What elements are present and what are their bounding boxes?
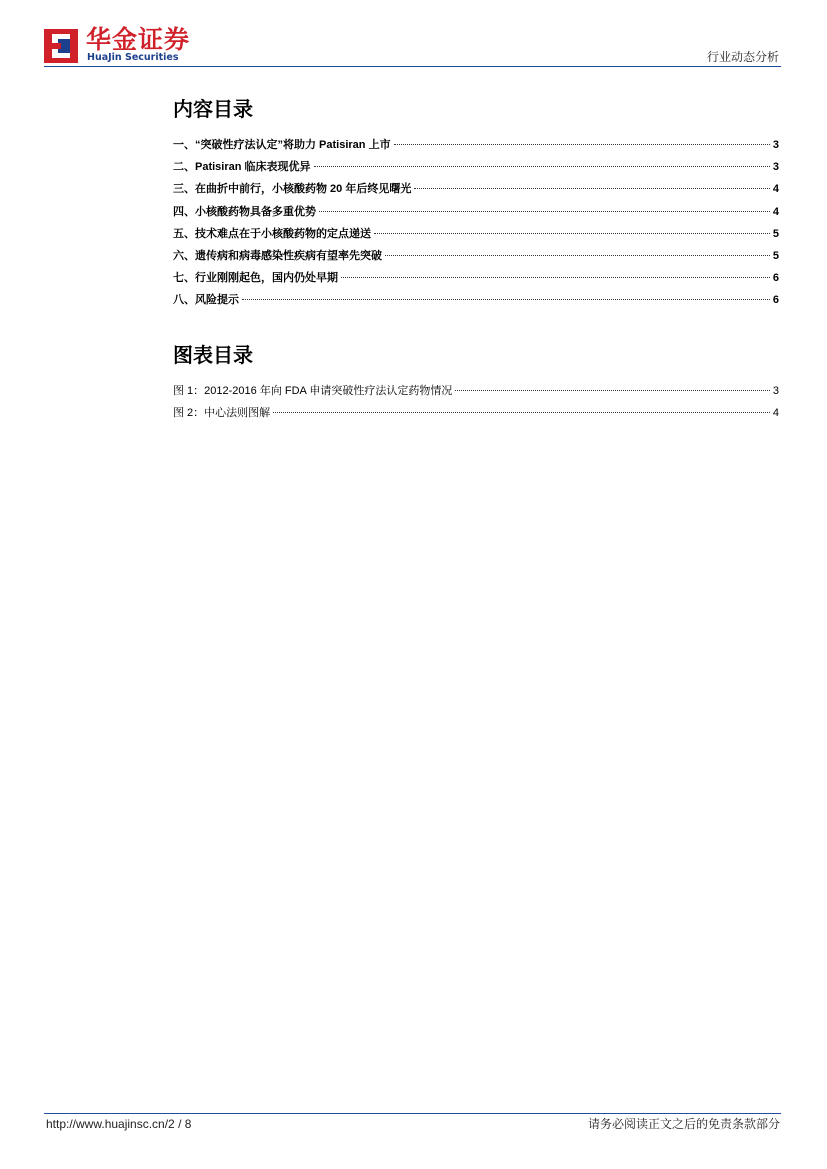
huajin-logo-icon <box>44 29 78 63</box>
page-header <box>0 0 827 70</box>
dot-leader <box>414 188 770 189</box>
toc-item-label: 八、风险提示 <box>173 294 239 307</box>
dot-leader <box>314 166 770 167</box>
dot-leader <box>385 255 770 256</box>
figure-item-page: 4 <box>772 406 779 419</box>
figure-list <box>173 380 779 424</box>
toc-item-label: 四、小核酸药物具备多重优势 <box>173 205 316 218</box>
toc-item-page: 5 <box>772 227 779 240</box>
toc-item[interactable] <box>173 289 779 311</box>
toc-title: 内容目录 <box>173 97 253 121</box>
toc-item-label: 一、“突破性疗法认定”将助力 Patisiran 上市 <box>173 139 391 151</box>
toc-item[interactable] <box>173 223 779 245</box>
figure-item-page: 3 <box>772 384 779 397</box>
figure-item[interactable] <box>173 380 779 402</box>
figure-item-label: 图 2：中心法则图解 <box>173 406 271 419</box>
dot-leader <box>319 211 770 212</box>
footer-url-page: http://www.huajinsc.cn/2 / 8 <box>46 1117 192 1131</box>
figure-item-label: 图 1：2012-2016 年向 FDA 申请突破性疗法认定药物情况 <box>173 384 453 397</box>
dot-leader <box>242 299 770 300</box>
report-type: 行业动态分析 <box>706 50 779 64</box>
dot-leader <box>374 233 770 234</box>
toc-item[interactable] <box>173 156 779 178</box>
toc-item-page: 4 <box>772 183 779 196</box>
logo-english-name: HuaJin Securities <box>87 52 179 63</box>
toc-item[interactable] <box>173 201 779 223</box>
toc-item[interactable] <box>173 178 779 200</box>
footer-disclaimer: 请务必阅读正文之后的免责条款部分 <box>587 1117 780 1131</box>
toc-item-label: 六、遗传病和病毒感染性疾病有望率先突破 <box>173 249 382 262</box>
toc-item-page: 5 <box>772 249 779 262</box>
dot-leader <box>455 390 770 391</box>
page-content <box>173 96 779 424</box>
header-divider <box>44 66 781 67</box>
toc-item[interactable] <box>173 134 779 156</box>
toc-item-label: 三、在曲折中前行，小核酸药物 20 年后终见曙光 <box>173 183 412 196</box>
toc-item[interactable] <box>173 245 779 267</box>
figure-list-title: 图表目录 <box>173 342 253 367</box>
figure-item[interactable] <box>173 402 779 424</box>
toc-item-label: 二、Patisiran 临床表现优异 <box>173 161 311 174</box>
logo-chinese-name: 华金证券 <box>86 25 191 54</box>
toc-item[interactable] <box>173 267 779 289</box>
toc-list <box>173 134 779 312</box>
dot-leader <box>273 412 770 413</box>
dot-leader <box>341 277 770 278</box>
dot-leader <box>394 144 770 145</box>
toc-item-page: 3 <box>772 139 779 151</box>
toc-item-label: 五、技术难点在于小核酸药物的定点递送 <box>173 227 371 240</box>
toc-item-label: 七、行业刚刚起色，国内仍处早期 <box>173 272 338 285</box>
toc-item-page: 3 <box>772 161 779 174</box>
footer-divider <box>44 1113 781 1114</box>
toc-item-page: 4 <box>772 205 779 218</box>
toc-item-page: 6 <box>772 294 779 307</box>
toc-item-page: 6 <box>772 272 779 285</box>
